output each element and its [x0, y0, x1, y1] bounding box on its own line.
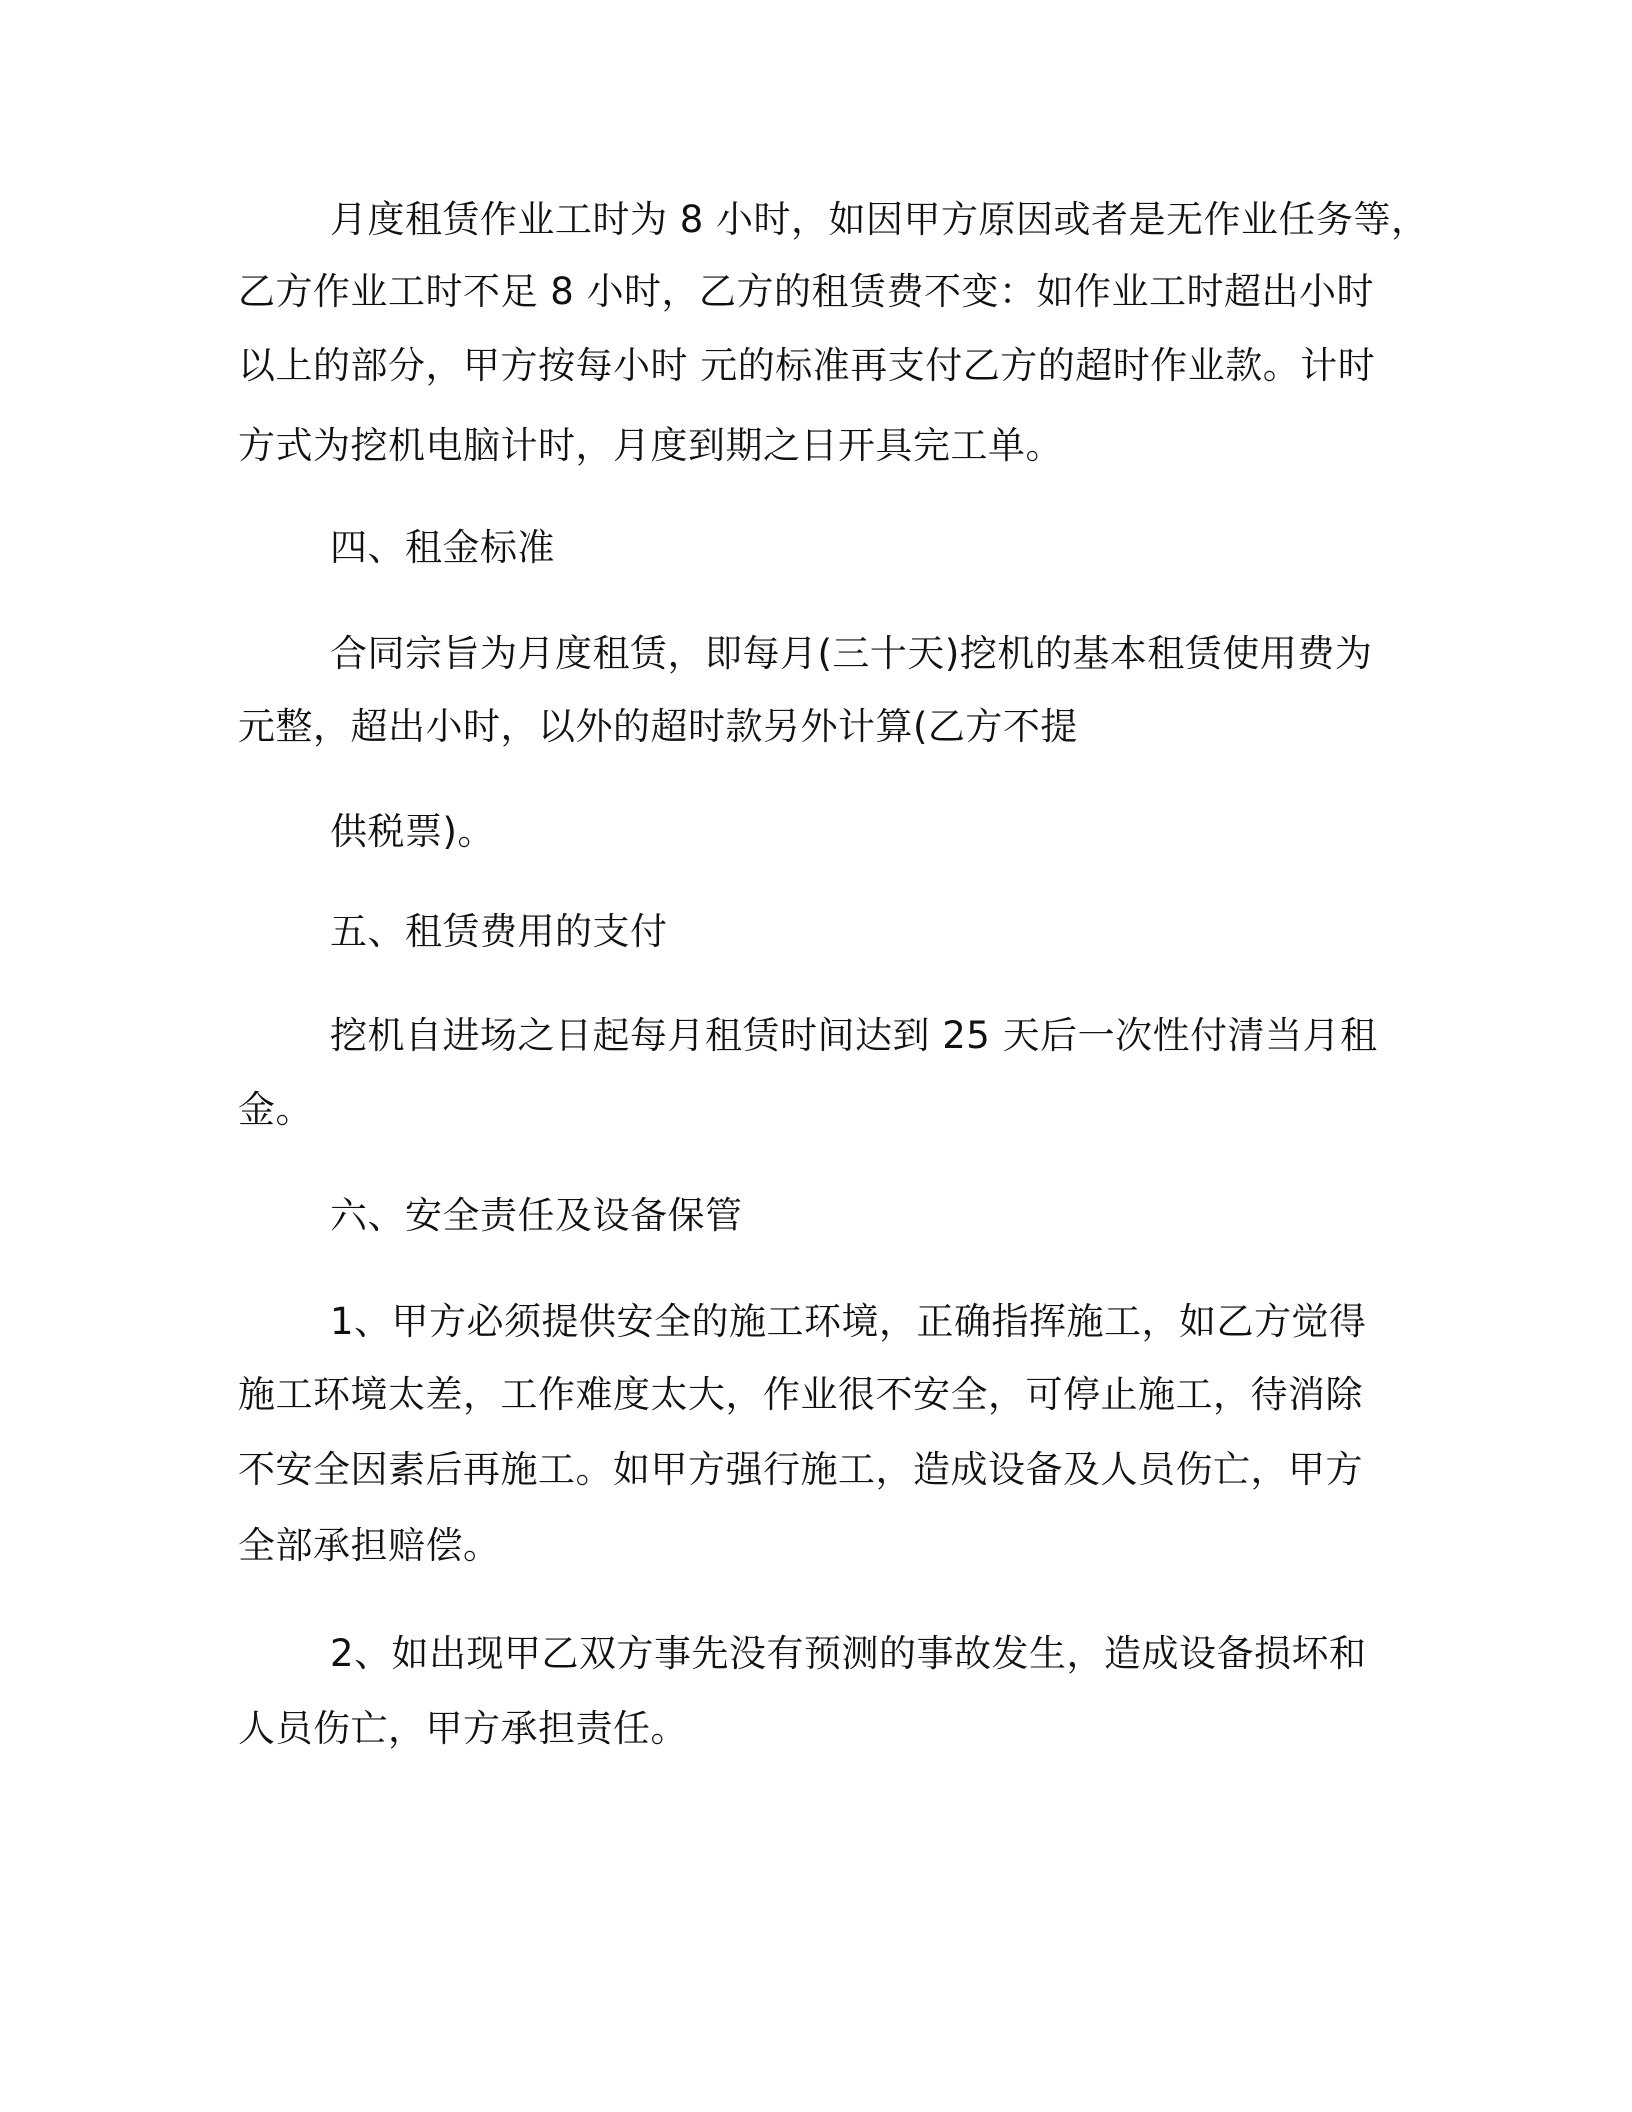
section-heading: 五、租赁费用的支付	[330, 910, 668, 953]
paragraph-line: 2、如出现甲乙双方事先没有预测的事故发生，造成设备损坏和	[330, 1632, 1367, 1675]
paragraph-line: 以上的部分，甲方按每小时 元的标准再支付乙方的超时作业款。计时	[238, 344, 1376, 387]
section-heading: 六、安全责任及设备保管	[330, 1194, 743, 1237]
paragraph-line: 施工环境太差，工作难度太大，作业很不安全，可停止施工，待消除	[238, 1373, 1363, 1416]
paragraph-line: 1、甲方必须提供安全的施工环境，正确指挥施工，如乙方觉得	[330, 1300, 1367, 1343]
paragraph-line: 方式为挖机电脑计时，月度到期之日开具完工单。	[238, 424, 1063, 467]
paragraph-line: 挖机自进场之日起每月租赁时间达到 25 天后一次性付清当月租	[330, 1014, 1378, 1057]
paragraph-line: 元整，超出小时，以外的超时款另外计算(乙方不提	[238, 705, 1078, 748]
paragraph-line: 合同宗旨为月度租赁，即每月(三十天)挖机的基本租赁使用费为	[330, 632, 1373, 675]
paragraph-line: 乙方作业工时不足 8 小时，乙方的租赁费不变：如作业工时超出小时	[238, 270, 1375, 313]
paragraph-line: 月度租赁作业工时为 8 小时，如因甲方原因或者是无作业任务等，	[330, 198, 1429, 241]
paragraph-line: 金。	[238, 1088, 313, 1131]
paragraph-line: 供税票)。	[330, 810, 495, 853]
paragraph-line: 不安全因素后再施工。如甲方强行施工，造成设备及人员伤亡，甲方	[238, 1448, 1363, 1491]
paragraph-line: 人员伤亡，甲方承担责任。	[238, 1707, 688, 1750]
paragraph-line: 全部承担赔偿。	[238, 1524, 501, 1567]
section-heading: 四、租金标准	[330, 526, 555, 569]
